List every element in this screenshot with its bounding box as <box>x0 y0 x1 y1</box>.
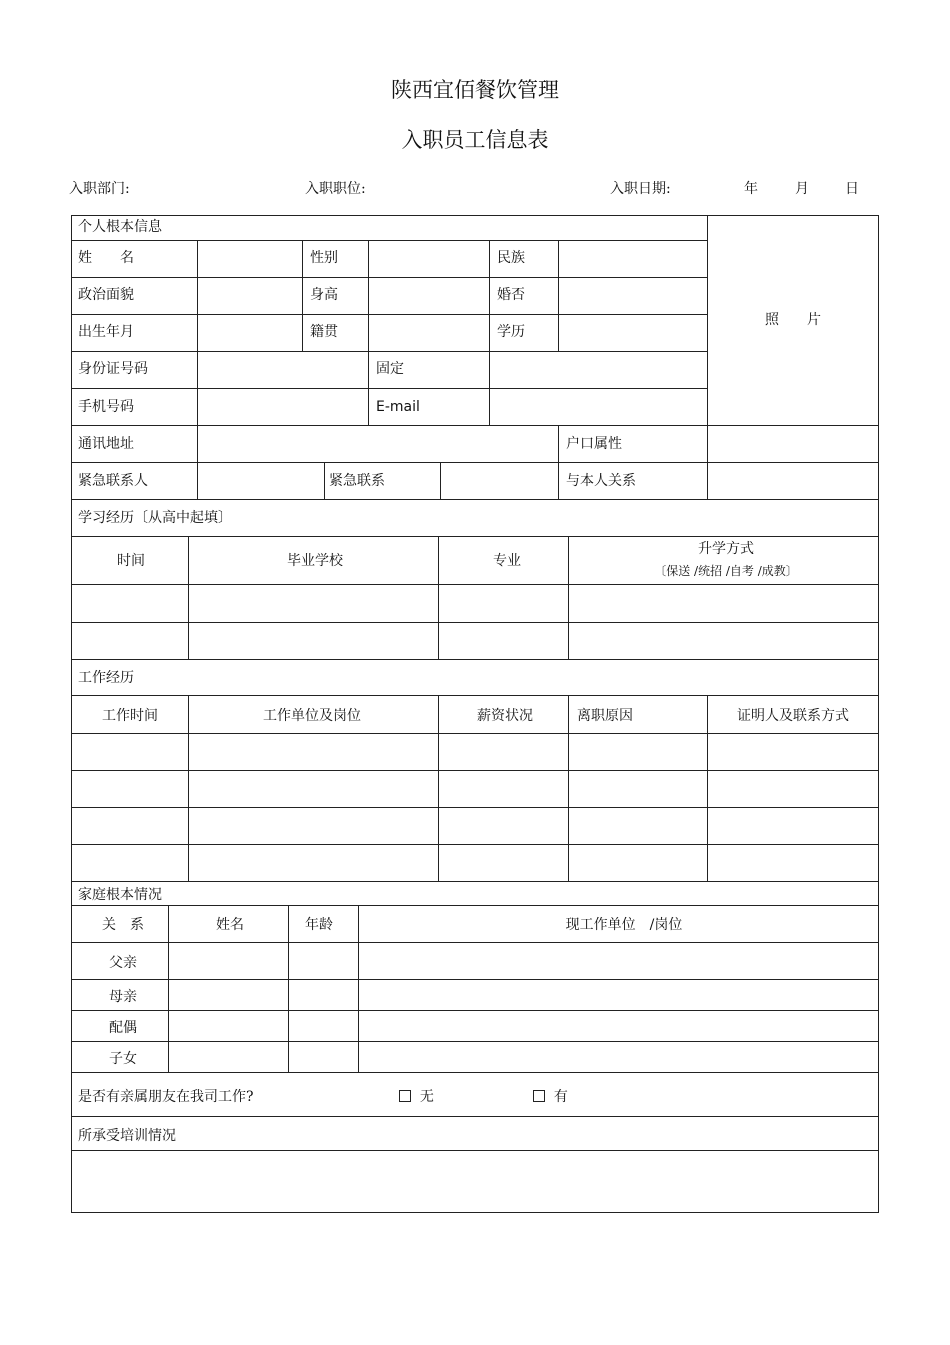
edu-header-admission: 升学方式 <box>698 541 754 557</box>
checkbox-yes-icon[interactable] <box>533 1090 545 1102</box>
company-name: 陕西宜佰餐饮管理 <box>391 78 559 102</box>
marital-label: 婚否 <box>497 287 525 303</box>
political-label: 政治面貌 <box>78 287 134 303</box>
gender-label: 性别 <box>310 250 338 266</box>
checkbox-no-icon[interactable] <box>399 1090 411 1102</box>
hukou-label: 户口属性 <box>566 436 622 452</box>
education-label: 学历 <box>497 324 525 340</box>
personal-section-title: 个人根本信息 <box>78 219 162 235</box>
family-relation-spouse: 配偶 <box>109 1020 137 1036</box>
native-place-label: 籍贯 <box>310 324 338 340</box>
relatives-question: 是否有亲属朋友在我司工作? <box>78 1089 254 1105</box>
family-header-name: 姓名 <box>216 917 244 933</box>
photo-placeholder: 照 片 <box>765 312 821 328</box>
work-header-employer: 工作单位及岗位 <box>263 708 361 724</box>
ethnicity-label: 民族 <box>497 250 525 266</box>
dept-label: 入职部门: <box>69 181 130 197</box>
form-title: 入职员工信息表 <box>401 128 549 152</box>
family-header-relation: 关 系 <box>102 917 144 933</box>
work-header-reference: 证明人及联系方式 <box>737 708 849 724</box>
mobile-label: 手机号码 <box>78 399 134 415</box>
training-section-title: 所承受培训情况 <box>78 1128 176 1144</box>
day-label: 日 <box>845 181 859 197</box>
family-relation-father: 父亲 <box>109 955 137 971</box>
relationship-label: 与本人关系 <box>566 473 636 489</box>
option-no-label: 无 <box>419 1089 434 1105</box>
birth-label: 出生年月 <box>78 324 134 340</box>
employee-info-form <box>71 215 879 1213</box>
work-header-salary: 薪资状况 <box>477 708 533 724</box>
emergency-phone-label: 紧急联系 <box>329 473 385 489</box>
edu-header-major: 专业 <box>493 553 521 569</box>
edu-admission-note: 〔保送 /统招 /自考 /成教〕 <box>654 564 798 578</box>
edu-header-time: 时间 <box>117 553 145 569</box>
option-yes-label: 有 <box>553 1089 568 1105</box>
year-label: 年 <box>744 181 758 197</box>
date-label: 入职日期: <box>610 181 671 197</box>
family-section-title: 家庭根本情况 <box>78 887 162 903</box>
email-label: E-mail <box>376 399 420 415</box>
education-section-title: 学习经历〔从高中起填〕 <box>78 510 232 526</box>
work-header-reason: 离职原因 <box>577 708 633 724</box>
family-relation-mother: 母亲 <box>109 989 137 1005</box>
family-header-age: 年龄 <box>305 917 333 933</box>
month-label: 月 <box>795 181 809 197</box>
position-label: 入职职位: <box>305 181 366 197</box>
family-header-employer: 现工作单位 /岗位 <box>565 917 683 933</box>
work-header-time: 工作时间 <box>102 708 158 724</box>
relatives-option-yes[interactable] <box>533 1090 568 1104</box>
emergency-contact-label: 紧急联系人 <box>78 473 148 489</box>
id-number-label: 身份证号码 <box>78 361 148 377</box>
address-label: 通讯地址 <box>78 436 134 452</box>
height-label: 身高 <box>310 287 338 303</box>
landline-label: 固定 <box>376 361 404 377</box>
family-relation-child: 子女 <box>109 1051 137 1067</box>
relatives-option-no[interactable] <box>399 1090 434 1104</box>
work-section-title: 工作经历 <box>78 670 134 686</box>
name-label: 姓 名 <box>78 250 134 266</box>
edu-header-school: 毕业学校 <box>287 553 343 569</box>
